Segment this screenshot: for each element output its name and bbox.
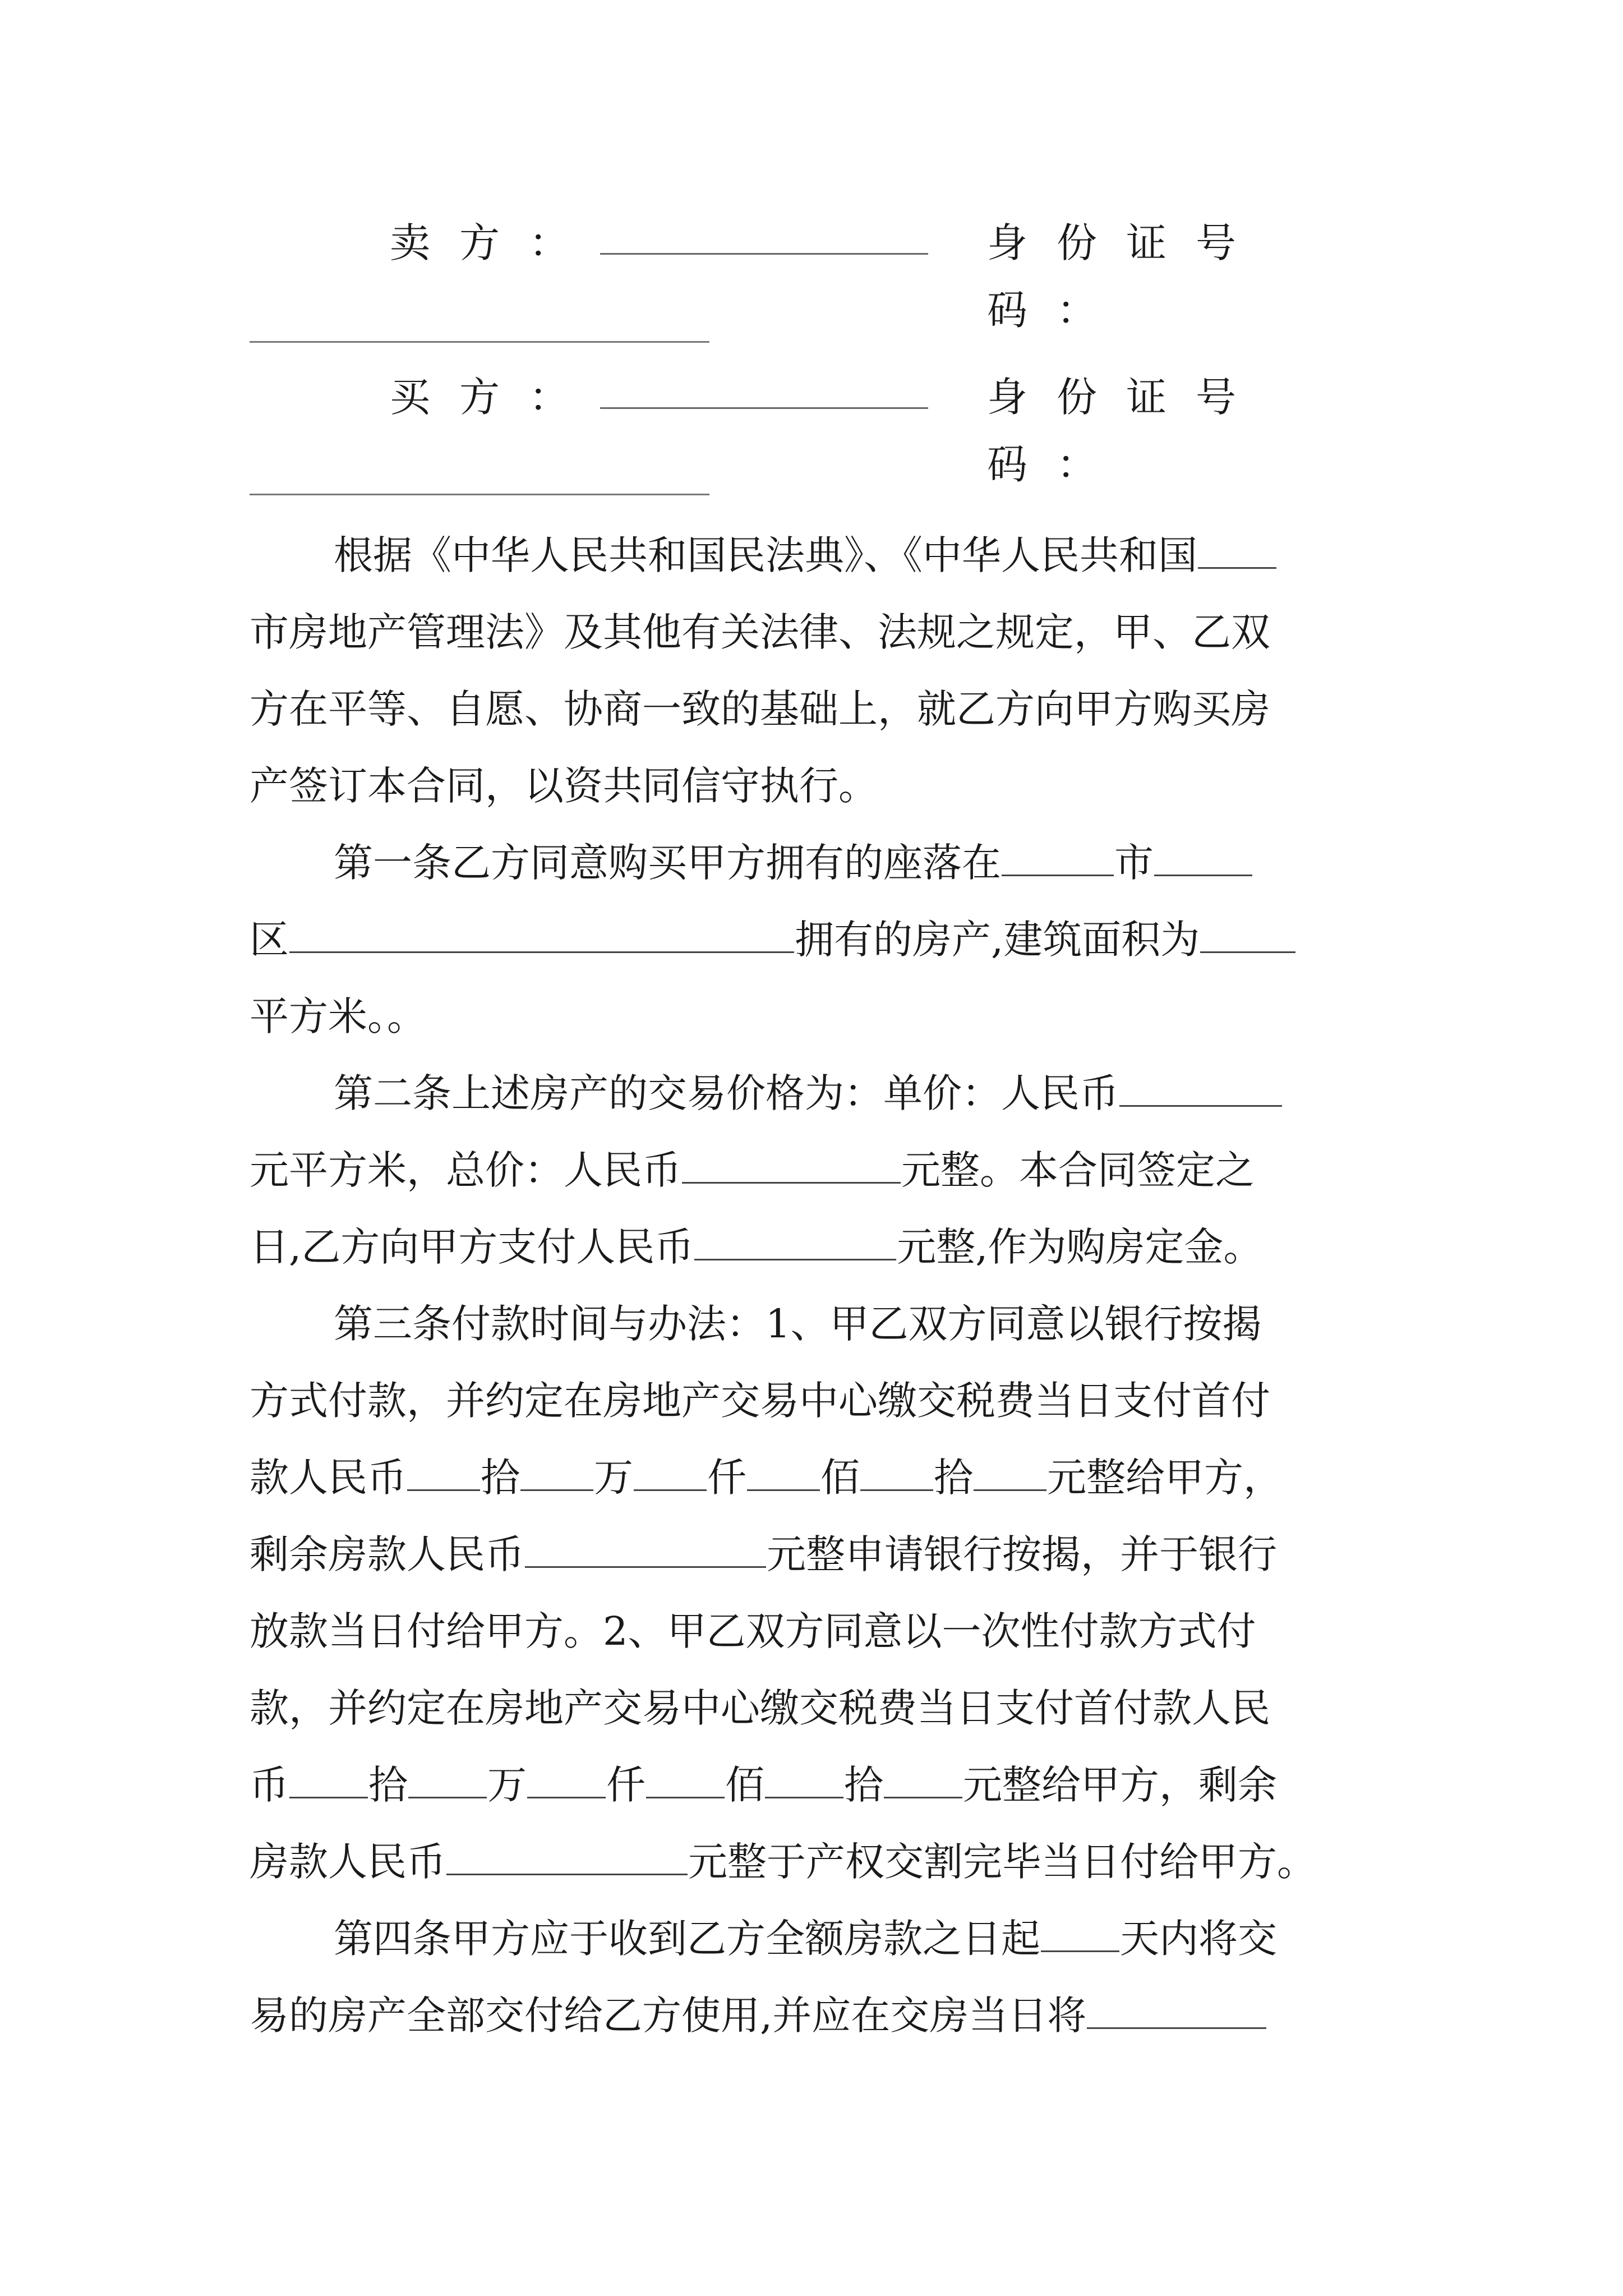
blank bbox=[408, 1757, 487, 1798]
blank bbox=[765, 1757, 843, 1798]
article-3-line-7: 币 拾 万 仟 佰 拾 元整给甲方，剩余 bbox=[250, 1751, 1382, 1819]
blank bbox=[884, 1757, 962, 1798]
blank bbox=[525, 1527, 766, 1568]
blank bbox=[1041, 1911, 1119, 1952]
blank bbox=[1087, 1988, 1266, 2029]
seller-id-label: 身份证号码： bbox=[987, 219, 1266, 334]
article-4-line-1: 第四条甲方应于收到乙方全额房款之日起 天内将交 bbox=[250, 1905, 1467, 1972]
article-2-line-2: 元平方米，总价：人民币 元整。本合同签定之 bbox=[250, 1137, 1382, 1204]
article-4-line-2: 易的房产全部交付给乙方使用,并应在交房当日将 bbox=[250, 1982, 1382, 2049]
buyer-id-blank bbox=[250, 494, 709, 495]
buyer-name-blank bbox=[600, 407, 928, 409]
blank bbox=[694, 1220, 896, 1260]
article-3-line-3: 款人民币 拾 万 仟 佰 拾 元整给甲方， bbox=[250, 1444, 1382, 1511]
article-3-line-6: 款，并约定在房地产交易中心缴交税费当日支付首付款人民 bbox=[250, 1685, 1270, 1731]
blank bbox=[289, 912, 794, 953]
blank bbox=[446, 1834, 688, 1875]
blank bbox=[1154, 835, 1252, 876]
article-1-line-1: 第一条乙方同意购买甲方拥有的座落在 市 bbox=[250, 829, 1467, 896]
article-3-line-2: 方式付款，并约定在房地产交易中心缴交税费当日支付首付 bbox=[250, 1378, 1270, 1424]
seller-row bbox=[250, 209, 1382, 334]
buyer-row bbox=[250, 364, 1382, 488]
article-3-line-5: 放款当日付给甲方。2、甲乙双方同意以一次性付款方式付 bbox=[250, 1608, 1256, 1654]
seller-label: 卖方： bbox=[390, 219, 599, 266]
blank bbox=[860, 1450, 933, 1491]
blank bbox=[1200, 912, 1295, 953]
buyer-id-label: 身份证号码： bbox=[987, 374, 1266, 488]
article-2-line-1: 第二条上述房产的交易价格为：单价：人民币 bbox=[250, 1060, 1467, 1127]
article-1-line-3: 平方米。。 bbox=[250, 993, 426, 1039]
seller-id-blank bbox=[250, 341, 709, 343]
blank bbox=[520, 1450, 593, 1491]
intro-line-2: 市房地产管理法》及其他有关法律、法规之规定，甲、乙双 bbox=[250, 609, 1270, 655]
blank bbox=[634, 1450, 707, 1491]
buyer-label: 买方： bbox=[390, 374, 599, 421]
blank bbox=[646, 1757, 725, 1798]
blank bbox=[747, 1450, 820, 1491]
blank bbox=[682, 1143, 901, 1184]
blank bbox=[974, 1450, 1046, 1491]
blank bbox=[1198, 528, 1276, 569]
intro-line-4: 产签订本合同，以资共同信守执行。 bbox=[250, 763, 878, 809]
article-2-line-3: 日,乙方向甲方支付人民币 元整,作为购房定金。 bbox=[250, 1213, 1382, 1281]
article-3-line-4: 剩余房款人民币 元整申请银行按揭，并于银行 bbox=[250, 1521, 1382, 1588]
intro-line-3: 方在平等、自愿、协商一致的基础上，就乙方向甲方购买房 bbox=[250, 686, 1270, 732]
article-3-line-8: 房款人民币 元整于产权交割完毕当日付给甲方。 bbox=[250, 1828, 1382, 1895]
seller-name-blank bbox=[600, 253, 928, 255]
article-3-line-1: 第三条付款时间与办法：1、甲乙双方同意以银行按揭 bbox=[334, 1301, 1262, 1347]
blank bbox=[407, 1450, 480, 1491]
blank bbox=[1119, 1066, 1282, 1107]
blank bbox=[289, 1757, 368, 1798]
intro-line-1: 根据《中华人民共和国民法典》、《中华人民共和国 bbox=[250, 522, 1467, 589]
blank bbox=[1002, 835, 1114, 876]
article-1-line-2: 区 拥有的房产,建筑面积为 bbox=[250, 906, 1382, 973]
blank bbox=[527, 1757, 606, 1798]
